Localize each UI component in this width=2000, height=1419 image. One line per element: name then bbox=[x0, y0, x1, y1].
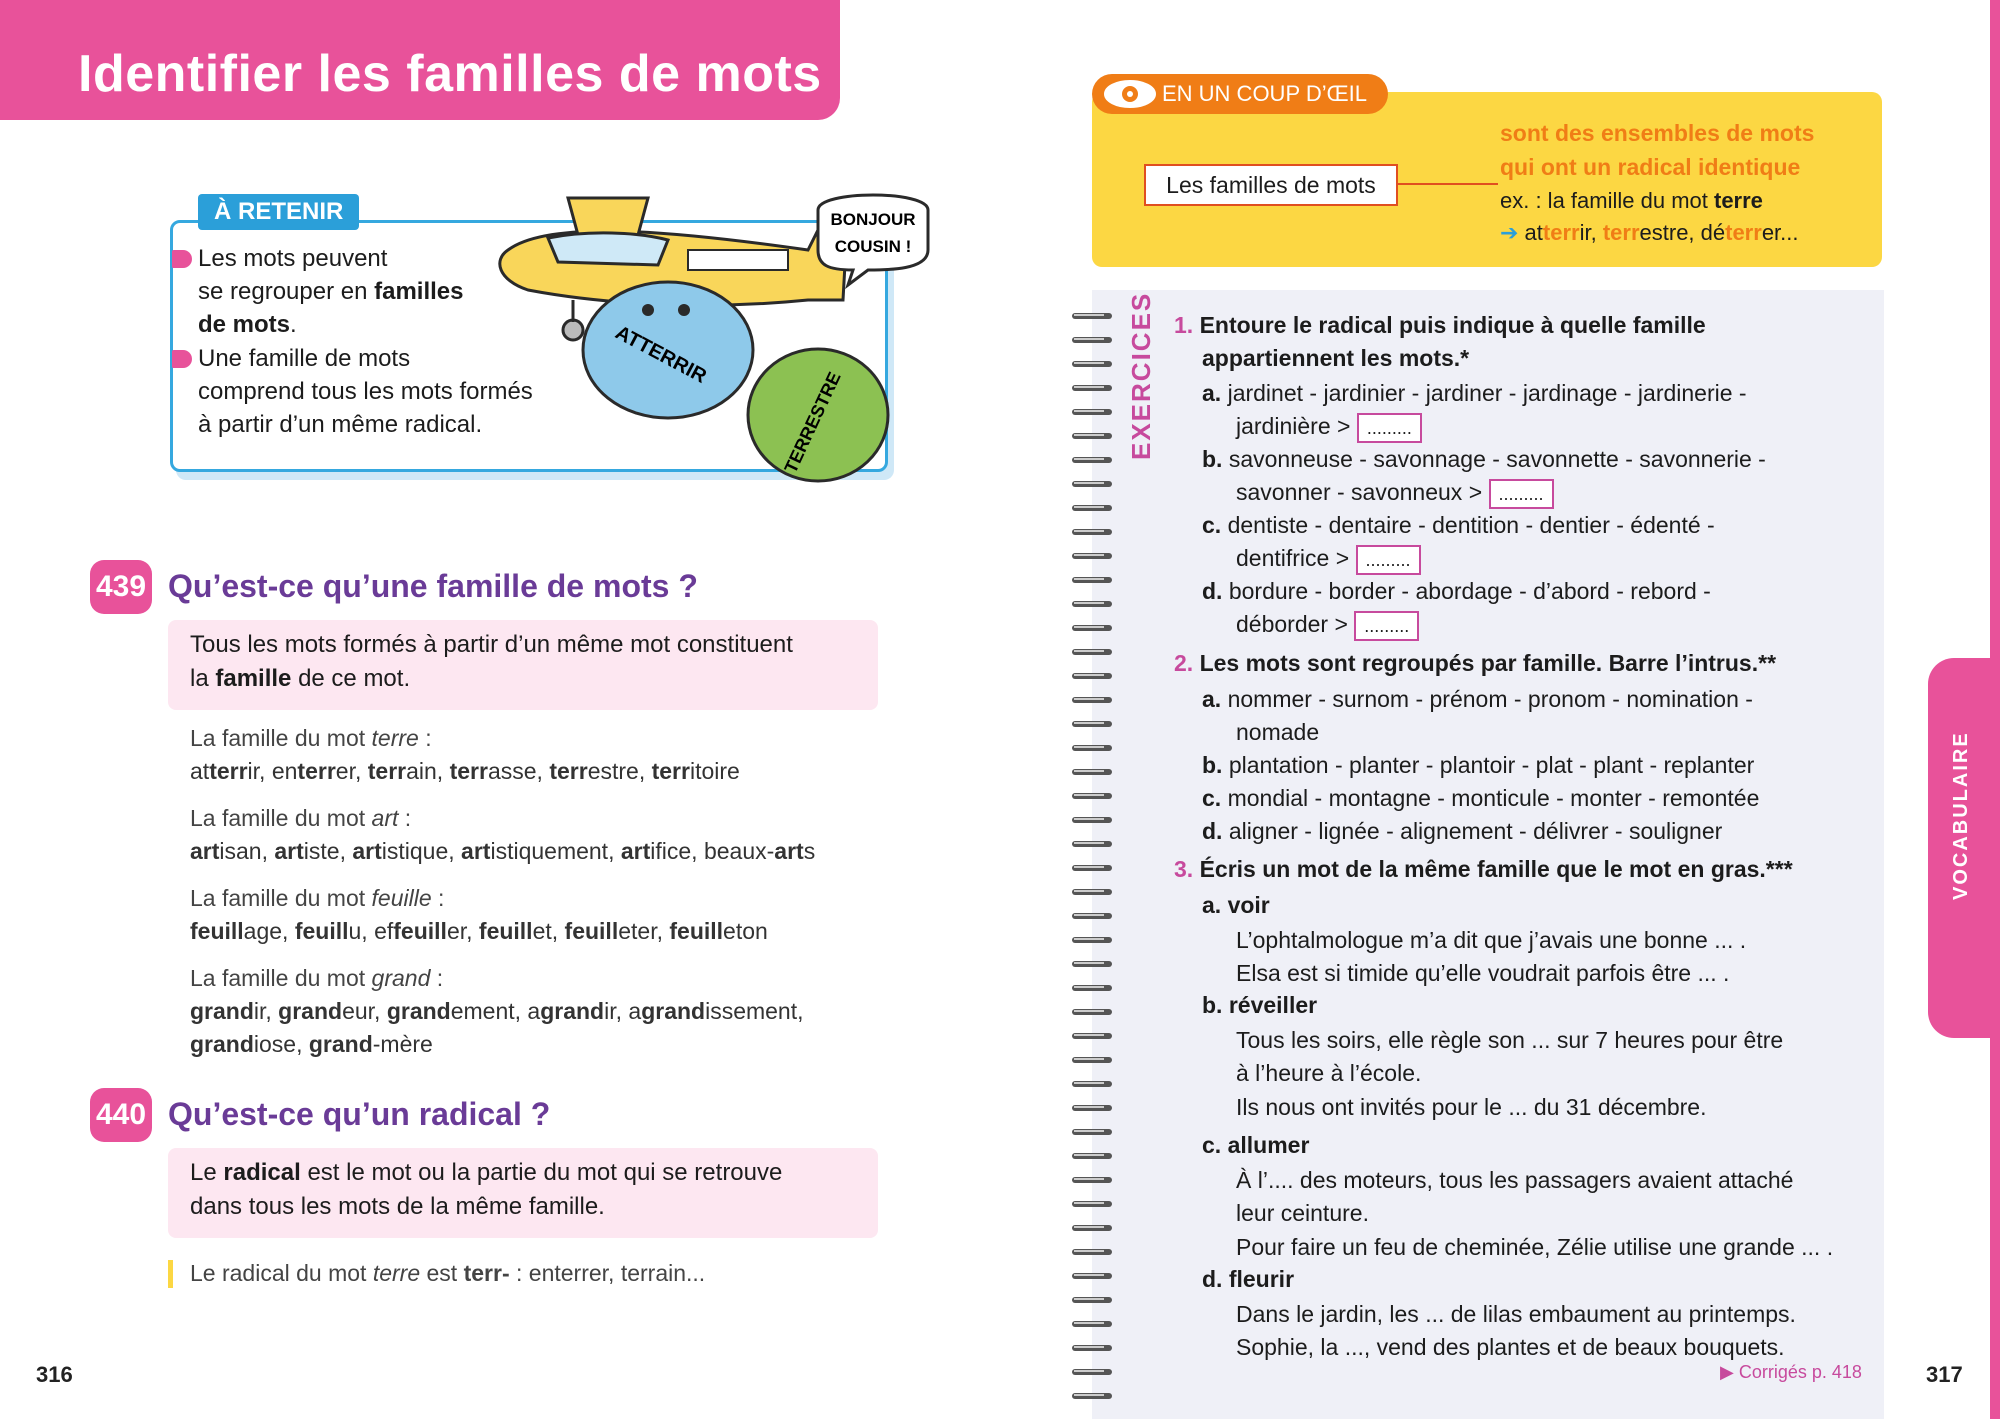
page-number-left: 316 bbox=[36, 1362, 73, 1387]
spiral-ring bbox=[1072, 358, 1116, 370]
connector-line bbox=[1398, 183, 1498, 185]
spiral-ring bbox=[1072, 838, 1116, 850]
spiral-ring bbox=[1072, 670, 1116, 682]
bubble-text-2: COUSIN ! bbox=[834, 237, 912, 256]
spiral-ring bbox=[1072, 382, 1116, 394]
familles-label: Les familles de mots bbox=[1144, 164, 1398, 206]
section-title-439: Qu’est-ce qu’une famille de mots ? bbox=[168, 568, 698, 604]
spiral-ring bbox=[1072, 1006, 1116, 1018]
vocabulaire-label: VOCABULAIRE bbox=[1950, 731, 1972, 900]
family-label-art: La famille du mot art : bbox=[190, 805, 412, 831]
exercise-1-heading: 1. Entoure le radical puis indique à quelle famille bbox=[1174, 312, 1706, 338]
spiral-ring bbox=[1072, 334, 1116, 346]
family-words-grand-1: grandir, grandeur, grandement, agrandir, agrandissement, bbox=[190, 998, 804, 1024]
spiral-ring bbox=[1072, 430, 1116, 442]
eye-icon bbox=[678, 304, 690, 316]
plane-stripe bbox=[688, 250, 788, 270]
terrestre-label: TERRESTRE bbox=[780, 368, 845, 477]
coup-doeil-tab bbox=[1092, 74, 1388, 114]
spiral-ring bbox=[1072, 1366, 1116, 1378]
retenir-line-5: comprend tous les mots formés bbox=[198, 378, 533, 405]
family-label-terre: La famille du mot terre : bbox=[190, 725, 432, 751]
retenir-line-3: de mots. bbox=[198, 311, 297, 338]
ex1-item-d-2: déborder > ......... bbox=[1236, 609, 1419, 641]
plane-wheel bbox=[563, 320, 583, 340]
ex1-item-c-2: dentifrice > ......... bbox=[1236, 543, 1421, 575]
ex3-b-line-2: à l’heure à l’école. bbox=[1236, 1060, 1422, 1086]
ex1-item-b: b. savonneuse - savonnage - savonnette - savonnerie - bbox=[1202, 446, 1766, 472]
ex1-item-c: c. dentiste - dentaire - dentition - dentier - édenté - bbox=[1202, 512, 1715, 538]
spiral-ring bbox=[1072, 574, 1116, 586]
ex3-a-line-2: Elsa est si timide qu’elle voudrait parfois être ... . bbox=[1236, 960, 1730, 986]
spiral-ring bbox=[1072, 622, 1116, 634]
oeil-line-2: qui ont un radical identique bbox=[1500, 154, 1801, 180]
spiral-ring bbox=[1072, 1054, 1116, 1066]
spiral-ring bbox=[1072, 502, 1116, 514]
ex2-item-a-2: nomade bbox=[1236, 719, 1320, 745]
plane-window bbox=[548, 233, 668, 265]
ex3-c-line-3: Pour faire un feu de cheminée, Zélie utilise une grande ... . bbox=[1236, 1234, 1834, 1260]
answer-blank[interactable]: ......... bbox=[1356, 545, 1421, 575]
spiral-ring bbox=[1072, 790, 1116, 802]
ex3-item-c: c. allumer bbox=[1202, 1132, 1310, 1158]
spiral-ring bbox=[1072, 1174, 1116, 1186]
answer-blank[interactable]: ......... bbox=[1489, 479, 1554, 509]
ex2-item-b: b. plantation - planter - plantoir - plat - plant - replanter bbox=[1202, 752, 1755, 778]
exercise-1-heading-2: appartiennent les mots.* bbox=[1202, 345, 1470, 371]
exercise-2-heading: 2. Les mots sont regroupés par famille. Barre l’intrus.** bbox=[1174, 650, 1777, 676]
spiral-ring bbox=[1072, 1246, 1116, 1258]
def-line-1: Tous les mots formés à partir d’un même mot constituent bbox=[190, 631, 793, 658]
ex1-item-a: a. jardinet - jardinier - jardiner - jardinage - jardinerie - bbox=[1202, 380, 1747, 406]
section-title-440: Qu’est-ce qu’un radical ? bbox=[168, 1096, 551, 1132]
family-words-terre: atterrir, enterrer, terrain, terrasse, terrestre, territoire bbox=[190, 758, 740, 784]
ex2-item-a: a. nommer - surnom - prénom - pronom - nomination - bbox=[1202, 686, 1753, 712]
spiral-ring bbox=[1072, 1150, 1116, 1162]
spiral-ring bbox=[1072, 1126, 1116, 1138]
retenir-line-6: à partir d’un même radical. bbox=[198, 411, 483, 438]
bubble-text-1: BONJOUR bbox=[830, 210, 916, 229]
retenir-tab: À RETENIR bbox=[198, 194, 359, 230]
bullet-icon bbox=[172, 350, 192, 368]
example-marker bbox=[168, 1260, 173, 1288]
spiral-ring bbox=[1072, 1030, 1116, 1042]
answer-blank[interactable]: ......... bbox=[1357, 413, 1422, 443]
spiral-ring bbox=[1072, 526, 1116, 538]
spiral-ring bbox=[1072, 742, 1116, 754]
spiral-ring bbox=[1072, 1222, 1116, 1234]
spiral-ring bbox=[1072, 406, 1116, 418]
spiral-ring bbox=[1072, 718, 1116, 730]
ex3-item-a: a. voir bbox=[1202, 892, 1270, 918]
spiral-ring bbox=[1072, 934, 1116, 946]
atterrir-label: ATTERRIR bbox=[611, 321, 710, 388]
spiral-ring bbox=[1072, 598, 1116, 610]
oeil-line-3: ex. : la famille du mot terre bbox=[1500, 188, 1763, 213]
spiral-ring bbox=[1072, 1294, 1116, 1306]
spiral-ring bbox=[1072, 310, 1116, 322]
ex3-item-d: d. fleurir bbox=[1202, 1266, 1295, 1292]
corriges-link[interactable]: ▶ Corrigés p. 418 bbox=[1720, 1362, 1862, 1382]
spiral-ring bbox=[1072, 1198, 1116, 1210]
spiral-ring bbox=[1072, 862, 1116, 874]
family-label-grand: La famille du mot grand : bbox=[190, 965, 444, 991]
eye-icon bbox=[1102, 78, 1158, 110]
bullet-icon bbox=[172, 250, 192, 268]
ex2-item-d: d. aligner - lignée - alignement - délivrer - souligner bbox=[1202, 818, 1723, 844]
retenir-line-1: Les mots peuvent bbox=[198, 245, 388, 272]
definition-box-439 bbox=[168, 620, 878, 710]
page-number-right: 317 bbox=[1926, 1362, 1963, 1387]
spiral-ring bbox=[1072, 694, 1116, 706]
family-label-feuille: La famille du mot feuille : bbox=[190, 885, 445, 911]
oeil-line-4: ➔ atterrir, terrestre, déterrer... bbox=[1500, 220, 1799, 245]
plane-wing bbox=[568, 198, 648, 235]
family-words-feuille: feuillage, feuillu, effeuiller, feuillet, feuilleter, feuilleton bbox=[190, 918, 768, 944]
spiral-ring bbox=[1072, 550, 1116, 562]
spiral-ring bbox=[1072, 1102, 1116, 1114]
page-title: Identifier les familles de mots bbox=[78, 45, 822, 103]
ex1-item-b-2: savonner - savonneux > ......... bbox=[1236, 477, 1554, 509]
coup-doeil-title: EN UN COUP D’ŒIL bbox=[1162, 81, 1367, 106]
eye-icon bbox=[642, 304, 654, 316]
airplane-illustration bbox=[488, 190, 938, 490]
family-words-art: artisan, artiste, artistique, artistiquement, artifice, beaux-arts bbox=[190, 838, 816, 864]
spiral-ring bbox=[1072, 910, 1116, 922]
def-line-2: la famille de ce mot. bbox=[190, 665, 411, 692]
definition-box-440 bbox=[168, 1148, 878, 1238]
ex3-d-line-1: Dans le jardin, les ... de lilas embaument au printemps. bbox=[1236, 1301, 1796, 1327]
exercices-label: EXERCICES bbox=[1126, 291, 1156, 460]
oeil-line-1: sont des ensembles de mots bbox=[1500, 120, 1815, 146]
spiral-ring bbox=[1072, 646, 1116, 658]
spiral-ring bbox=[1072, 478, 1116, 490]
spiral-ring bbox=[1072, 1270, 1116, 1282]
ex3-a-line-1: L’ophtalmologue m’a dit que j’avais une bonne ... . bbox=[1236, 927, 1747, 953]
ex3-c-line-2: leur ceinture. bbox=[1236, 1200, 1369, 1226]
retenir-line-2: se regrouper en familles bbox=[198, 278, 464, 305]
exercise-3-heading: 3. Écris un mot de la même famille que le mot en gras.*** bbox=[1174, 856, 1793, 882]
family-words-grand-2: grandiose, grand-mère bbox=[190, 1031, 433, 1057]
radical-example: Le radical du mot terre est terr- : enterrer, terrain... bbox=[190, 1260, 706, 1286]
spiral-ring bbox=[1072, 1318, 1116, 1330]
spiral-ring bbox=[1072, 1390, 1116, 1402]
ex1-item-a-2: jardinière > ......... bbox=[1236, 411, 1422, 443]
ex3-item-b: b. réveiller bbox=[1202, 992, 1318, 1018]
ex3-b-line-1: Tous les soirs, elle règle son ... sur 7 heures pour être bbox=[1236, 1027, 1784, 1053]
arrow-icon: ➔ bbox=[1500, 220, 1519, 245]
ex3-b-line-3: Ils nous ont invités pour le ... du 31 décembre. bbox=[1236, 1094, 1707, 1120]
section-number-440: 440 bbox=[90, 1088, 152, 1142]
def-line-1: Le radical est le mot ou la partie du mot qui se retrouve bbox=[190, 1159, 783, 1186]
retenir-line-4: Une famille de mots bbox=[198, 345, 411, 372]
spiral-ring bbox=[1072, 982, 1116, 994]
page-edge bbox=[1990, 0, 2000, 1419]
ex3-d-line-2: Sophie, la ..., vend des plantes et de beaux bouquets. bbox=[1236, 1334, 1785, 1360]
spiral-ring bbox=[1072, 454, 1116, 466]
spiral-ring bbox=[1072, 1342, 1116, 1354]
ex2-item-c: c. mondial - montagne - monticule - monter - remontée bbox=[1202, 785, 1760, 811]
spiral-ring bbox=[1072, 1078, 1116, 1090]
answer-blank[interactable]: ......... bbox=[1354, 611, 1419, 641]
ex1-item-d: d. bordure - border - abordage - d’abord - rebord - bbox=[1202, 578, 1711, 604]
spiral-ring bbox=[1072, 886, 1116, 898]
spiral-ring bbox=[1072, 766, 1116, 778]
def-line-2: dans tous les mots de la même famille. bbox=[190, 1193, 605, 1220]
spiral-ring bbox=[1072, 958, 1116, 970]
spiral-ring bbox=[1072, 814, 1116, 826]
ex3-c-line-1: À l’.... des moteurs, tous les passagers avaient attaché bbox=[1236, 1167, 1794, 1193]
section-number-439: 439 bbox=[90, 560, 152, 614]
play-icon: ▶ bbox=[1720, 1362, 1734, 1382]
